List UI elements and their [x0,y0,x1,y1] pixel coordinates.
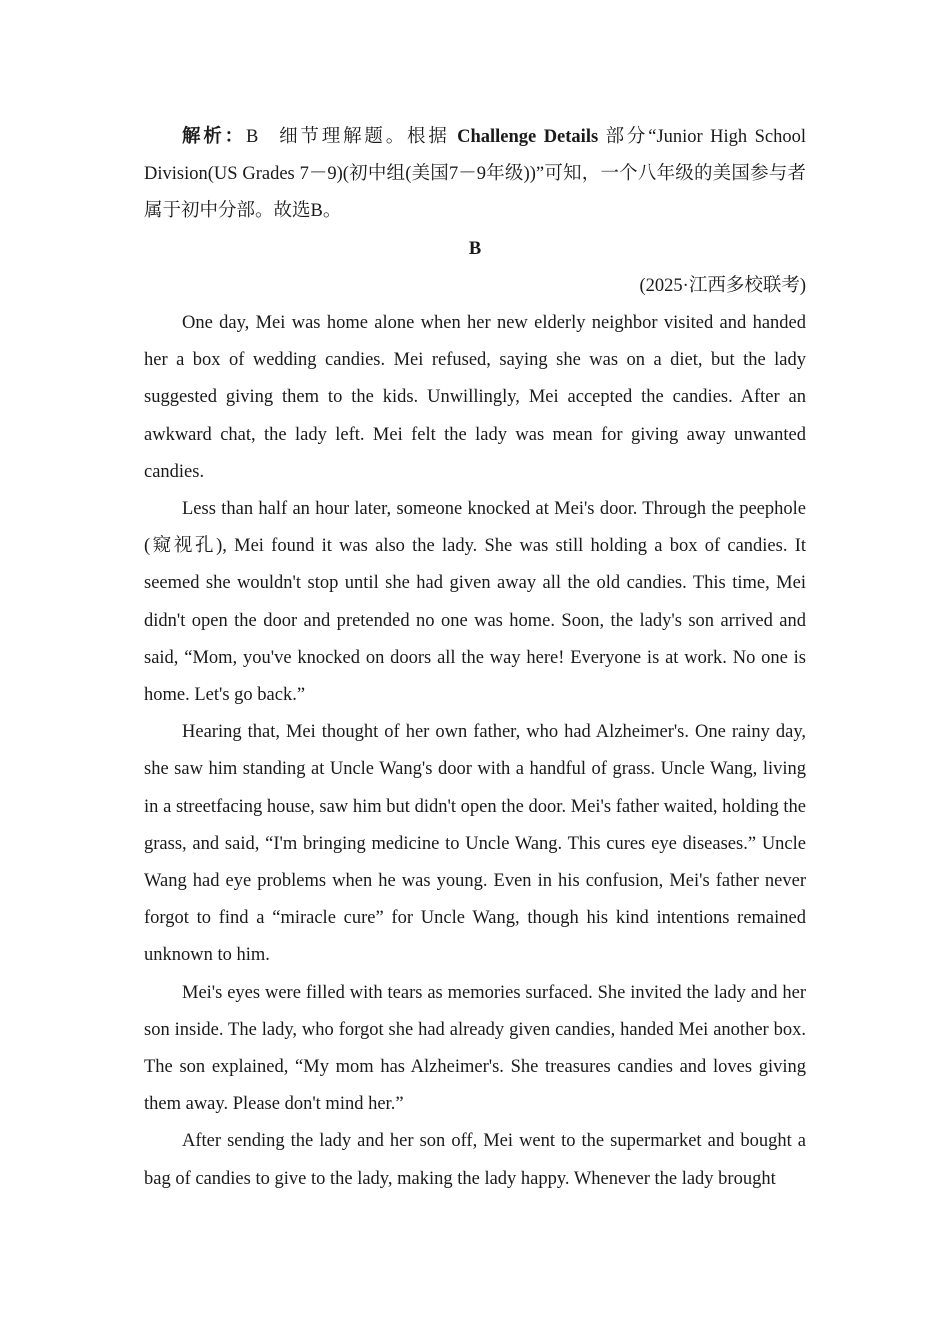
body-paragraph: One day, Mei was home alone when her new elderly neighbor visited and handed her a box of wedding candies. Mei refused, saying she was on a diet, but the lady suggested giving them to the kids. Unwillingly, Mei accepted the candies. After an awkward chat, the lady left. Mei felt the lady was mean for giving away unwanted candies. [144,313,806,482]
analysis-label: 解析： [182,127,246,147]
analysis-rest-text: 部分“Junior High School Division(US Grades 7－9)(初中组(美国7－9年级))”可知，一个八年级的美国参与者属于初中分部。故选B。 [144,127,806,222]
analysis-answer: B [245,127,259,147]
section-source: (2025·江西多校联考) [639,275,806,296]
document-page [144,119,806,1198]
analysis-paragraph [144,119,806,231]
body-paragraph: Mei's eyes were filled with tears as memories surfaced. She invited the lady and her son inside. The lady, who forgot she had already given candies, handed Mei another box. The son explained, “My mom has Alzheimer's. She treasures candies and loves giving them away. Please don't mind her.” [144,982,806,1115]
section-letter: B [468,238,482,259]
body-paragraph: Hearing that, Mei thought of her own father, who had Alzheimer's. One rainy day, she saw him standing at Uncle Wang's door with a handful of grass. Uncle Wang, living in a streetfacing house, saw him but didn't open the door. Mei's father waited, holding the grass, and said, “I'm bringing medicine to Uncle Wang. This cures eye diseases.” Uncle Wang had eye problems when he was young. Even in his confusion, Mei's father never forgot to find a “miracle cure” for Uncle Wang, though his kind intentions remained unknown to him. [144,722,806,966]
analysis-source-bold: Challenge Details [457,127,599,147]
body-paragraph: Less than half an hour later, someone knocked at Mei's door. Through the peephole (窥视孔), Mei found it was also the lady. She was still holding a box of candies. It seemed she wouldn't stop until she had given away all the old candies. This time, Mei didn't open the door and pretended no one was home. Soon, the lady's son arrived and said, “Mom, you've knocked on doors all the way here! Everyone is at work. No one is home. Let's go back.” [144,499,806,706]
body-paragraph: After sending the lady and her son off, Mei went to the supermarket and bought a bag of candies to give to the lady, making the lady happy. Whenever the lady brought [144,1131,806,1189]
analysis-type-text: 细节理解题。根据 [276,127,450,147]
